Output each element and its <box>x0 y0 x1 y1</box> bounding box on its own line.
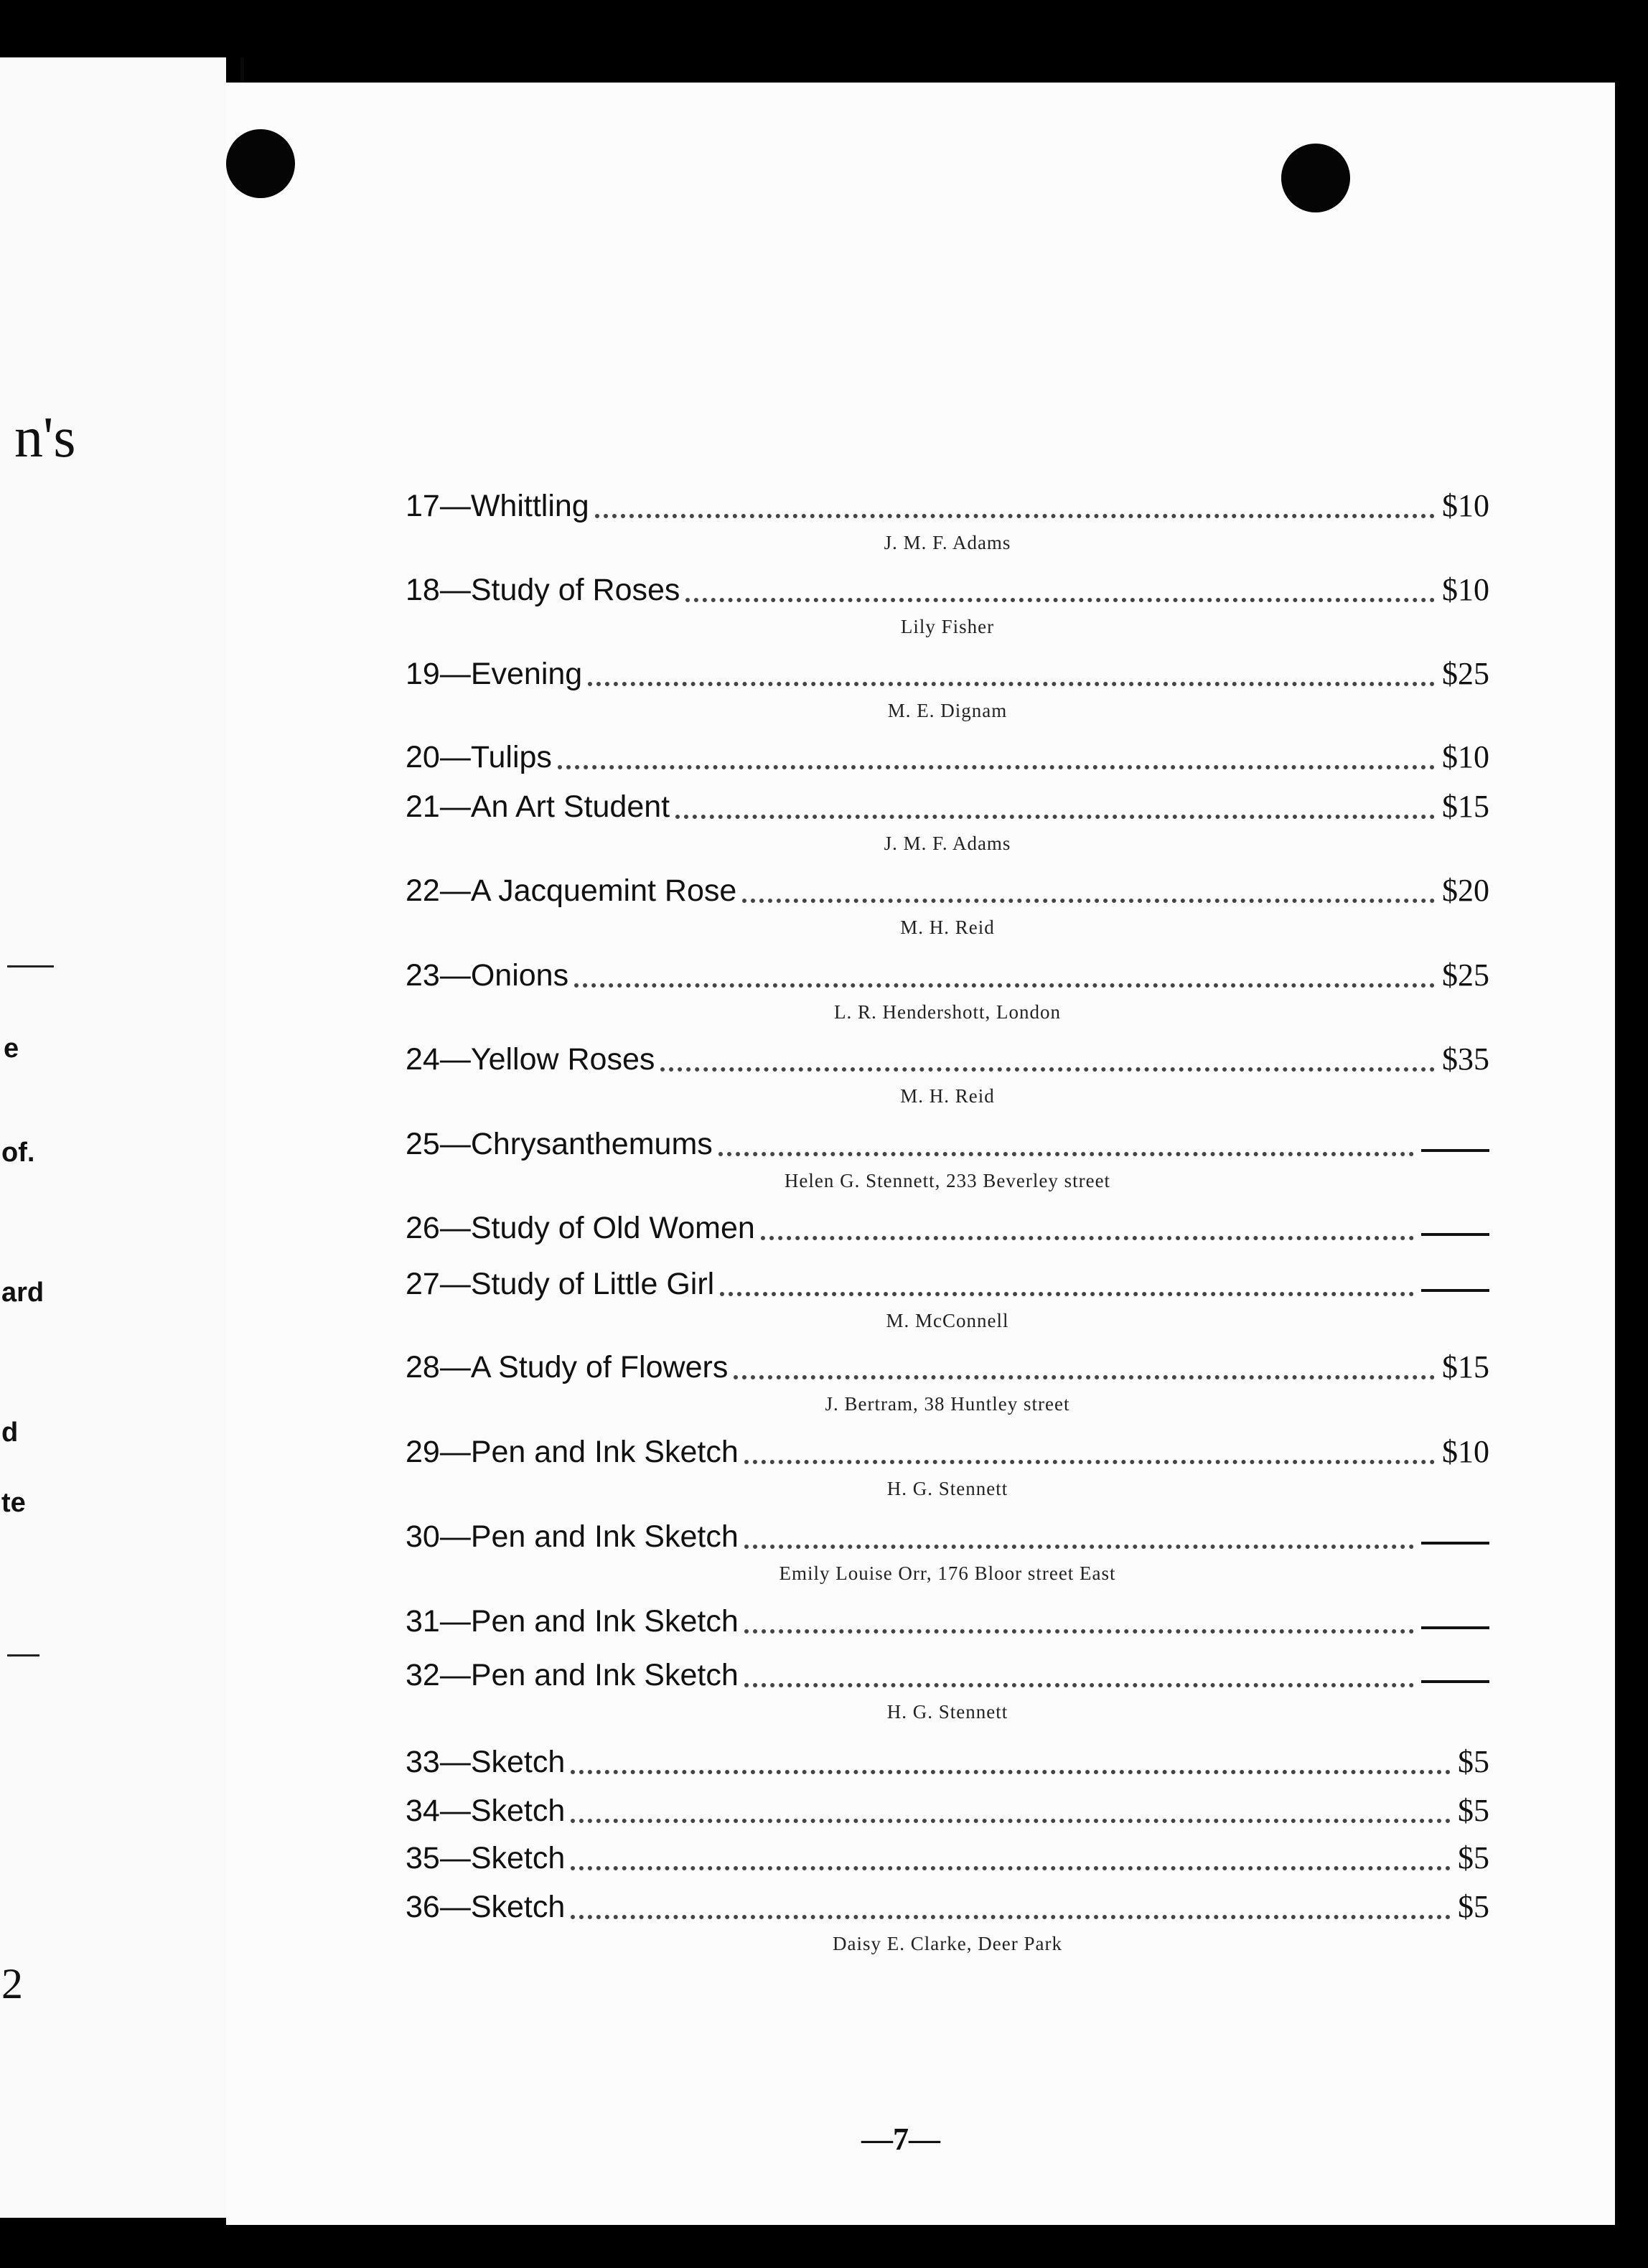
no-price-dash <box>1421 1233 1489 1236</box>
catalogue-entry <box>406 1424 1489 1470</box>
entry-price: $5 <box>1458 1793 1489 1828</box>
entry-price: $5 <box>1458 1744 1489 1779</box>
entry-artist: M. E. Dignam <box>887 700 1008 721</box>
entry-artist: M. H. Reid <box>900 917 995 938</box>
dot-leader <box>720 1291 1414 1296</box>
entry-title: 19—Evening <box>406 657 583 691</box>
dot-leader <box>558 764 1435 769</box>
entry-artist: Daisy E. Clarke, Deer Park <box>833 1933 1062 1954</box>
entry-price: $35 <box>1442 1041 1489 1077</box>
catalogue-entry <box>406 478 1489 524</box>
left-rule-top <box>7 965 54 967</box>
dot-leader <box>675 814 1435 819</box>
catalogue-entry <box>406 1879 1489 1925</box>
catalogue-entry <box>406 1116 1489 1162</box>
left-fragment-5: te <box>1 1488 26 1518</box>
catalogue-entry <box>406 947 1489 993</box>
catalogue-entry <box>406 1734 1489 1780</box>
entry-title: 23—Onions <box>406 958 569 993</box>
catalogue-entry <box>406 1783 1489 1829</box>
catalogue-entry <box>406 1647 1489 1693</box>
dot-leader <box>595 513 1435 518</box>
dot-leader <box>761 1235 1414 1240</box>
entry-artist: J. M. F. Adams <box>884 833 1011 854</box>
left-fragment-2: of. <box>1 1138 35 1168</box>
catalogue-entry <box>406 1593 1489 1639</box>
left-fragment-1: e <box>4 1034 19 1064</box>
entry-title: 35—Sketch <box>406 1841 566 1875</box>
entry-price: $5 <box>1458 1840 1489 1875</box>
catalogue-entry <box>406 1256 1489 1302</box>
no-price-dash <box>1421 1680 1489 1683</box>
entry-title: 29—Pen and Ink Sketch <box>406 1435 739 1469</box>
catalogue-entry <box>406 1200 1489 1246</box>
dot-leader <box>718 1151 1414 1156</box>
catalogue-entry <box>406 1830 1489 1876</box>
entry-title: 32—Pen and Ink Sketch <box>406 1658 739 1692</box>
left-fragment-3: ard <box>1 1278 45 1308</box>
left-fragment-4: d <box>1 1418 19 1448</box>
catalogue-entry <box>406 729 1489 775</box>
entry-title: 20—Tulips <box>406 740 552 774</box>
entry-artist: H. G. Stennett <box>886 1478 1008 1499</box>
dot-leader <box>744 1544 1414 1549</box>
entry-title: 22—A Jacquemint Rose <box>406 873 737 908</box>
dot-leader <box>571 1818 1451 1823</box>
entry-title: 17—Whittling <box>406 489 589 523</box>
entry-artist: H. G. Stennett <box>886 1701 1008 1723</box>
entry-artist: Helen G. Stennett, 233 Beverley street <box>784 1170 1111 1191</box>
no-price-dash <box>1421 1289 1489 1292</box>
catalogue-entry <box>406 863 1489 909</box>
entry-title: 26—Study of Old Women <box>406 1211 755 1245</box>
entry-title: 36—Sketch <box>406 1890 566 1924</box>
left-page-fragment <box>0 57 226 2218</box>
entry-artist: M. McConnell <box>886 1310 1009 1331</box>
no-price-dash <box>1421 1149 1489 1152</box>
entry-artist: J. M. F. Adams <box>884 532 1011 553</box>
catalogue-entry <box>406 646 1489 692</box>
entry-price: $10 <box>1442 572 1489 607</box>
dot-leader <box>744 1629 1414 1634</box>
entry-title: 31—Pen and Ink Sketch <box>406 1604 739 1639</box>
entry-artist: L. R. Hendershott, London <box>834 1001 1061 1023</box>
dot-leader <box>660 1067 1435 1072</box>
entry-price: $5 <box>1458 1889 1489 1924</box>
entry-price: $25 <box>1442 957 1489 993</box>
entry-title: 18—Study of Roses <box>406 573 680 607</box>
catalogue-entry <box>406 779 1489 825</box>
entry-price: $25 <box>1442 656 1489 691</box>
entry-title: 21—An Art Student <box>406 789 670 824</box>
entry-artist: M. H. Reid <box>900 1085 995 1107</box>
left-title-fragment: n's <box>14 406 76 469</box>
entry-title: 28—A Study of Flowers <box>406 1350 729 1384</box>
dot-leader <box>742 898 1435 903</box>
entry-artist: J. Bertram, 38 Huntley street <box>825 1393 1070 1415</box>
dot-leader <box>588 681 1435 686</box>
entry-artist: Emily Louise Orr, 176 Bloor street East <box>779 1562 1116 1584</box>
entry-title: 34—Sketch <box>406 1794 566 1828</box>
entry-title: 25—Chrysanthemums <box>406 1127 713 1161</box>
entry-artist: Lily Fisher <box>900 616 995 637</box>
entry-title: 27—Study of Little Girl <box>406 1267 715 1301</box>
page-number: —7— <box>861 2122 940 2157</box>
catalogue-entry <box>406 1509 1489 1555</box>
catalogue-entry <box>406 1339 1489 1385</box>
punch-hole-right <box>1281 144 1350 212</box>
dot-leader <box>744 1459 1435 1464</box>
no-price-dash <box>1421 1542 1489 1545</box>
catalogue-entry <box>406 562 1489 608</box>
entry-price: $15 <box>1442 789 1489 824</box>
entry-title: 30—Pen and Ink Sketch <box>406 1519 739 1554</box>
left-fragment-6: 2 <box>1 1960 23 2007</box>
dot-leader <box>744 1682 1414 1687</box>
dot-leader <box>571 1769 1451 1774</box>
dot-leader <box>685 597 1435 602</box>
no-price-dash <box>1421 1626 1489 1629</box>
dot-leader <box>574 983 1435 988</box>
punch-hole-left <box>226 129 295 198</box>
entry-price: $10 <box>1442 1434 1489 1469</box>
entry-title: 33—Sketch <box>406 1745 566 1779</box>
dot-leader <box>734 1374 1435 1379</box>
dot-leader <box>571 1865 1451 1870</box>
left-rule-bottom <box>7 1654 39 1657</box>
entry-title: 24—Yellow Roses <box>406 1042 655 1077</box>
dot-leader <box>571 1914 1451 1919</box>
entry-price: $20 <box>1442 873 1489 908</box>
catalogue-entry <box>406 1031 1489 1077</box>
entry-price: $15 <box>1442 1349 1489 1384</box>
entry-price: $10 <box>1442 739 1489 774</box>
entry-price: $10 <box>1442 488 1489 523</box>
